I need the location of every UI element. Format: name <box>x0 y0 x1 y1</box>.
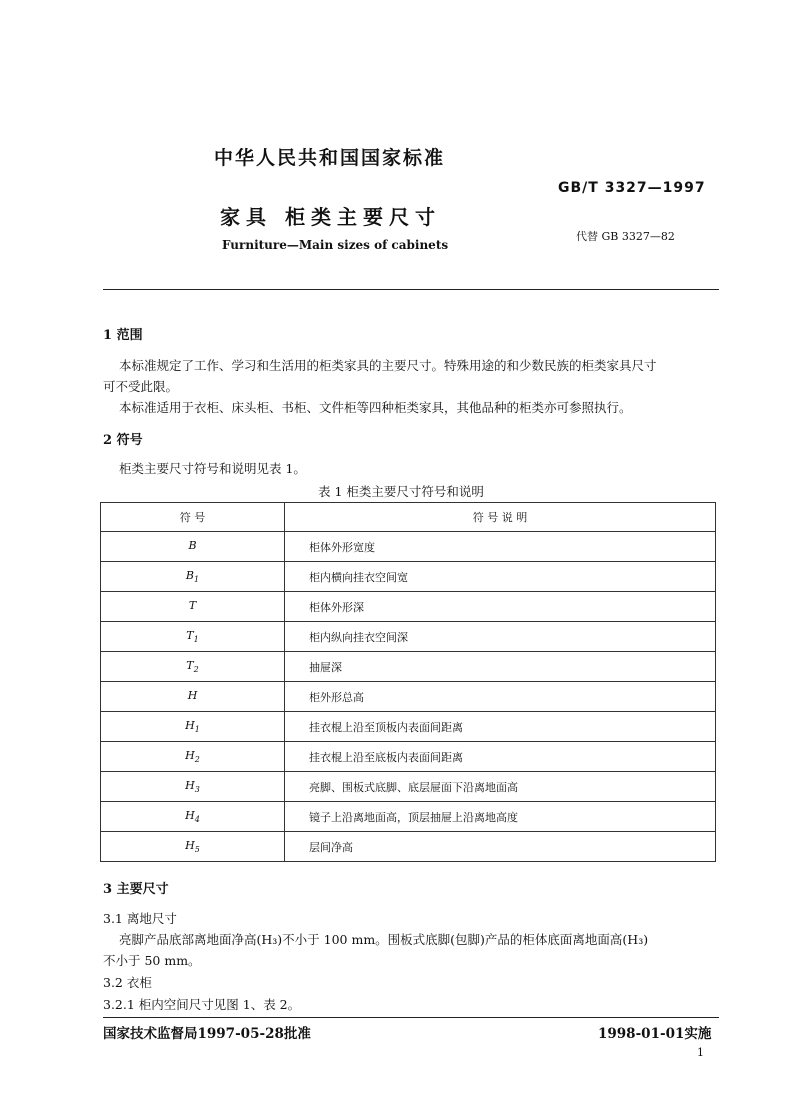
page-number: 1 <box>697 1046 704 1059</box>
symbol-subscript: 1 <box>194 575 200 585</box>
description-cell: 亮脚、围板式底脚、底层屉面下沿离地面高 <box>285 772 716 802</box>
table-header-row <box>101 503 716 532</box>
description-cell: 柜体外形深 <box>285 592 716 622</box>
symbol-letter: H <box>185 778 195 792</box>
symbol-subscript: 2 <box>194 755 200 765</box>
header-description: 符 号 说 明 <box>285 503 716 532</box>
section-3-1-line-2: 不小于 50 mm。 <box>103 953 201 968</box>
section-3-1-line-1: 亮脚产品底部离地面净高(H₃)不小于 100 mm。围板式底脚(包脚)产品的柜体底面离地面高(H₃) <box>119 932 649 947</box>
table-row <box>101 592 716 622</box>
symbol-letter: B <box>188 538 197 552</box>
section-3-2-1-heading: 3.2.1 柜内空间尺寸见图 1、表 2。 <box>103 997 301 1012</box>
symbol-cell <box>101 712 285 742</box>
symbols-table <box>100 502 716 862</box>
symbol-letter: B <box>185 568 194 582</box>
symbol-cell <box>101 682 285 712</box>
symbol-subscript: 4 <box>194 815 200 825</box>
table-row <box>101 802 716 832</box>
replaces-note: 代替 GB 3327—82 <box>576 230 675 243</box>
section-1-para-1-line-1: 本标准规定了工作、学习和生活用的柜类家具的主要尺寸。特殊用途的和少数民族的柜类家具尺寸 <box>119 358 657 373</box>
approval-date: 国家技术监督局1997-05-28批准 <box>103 1026 311 1042</box>
symbol-subscript: 2 <box>193 665 199 675</box>
symbol-letter: H <box>185 748 195 762</box>
symbol-cell <box>101 772 285 802</box>
description-cell: 层间净高 <box>285 832 716 862</box>
symbol-letter: H <box>187 688 198 702</box>
description-cell: 镜子上沿离地面高，顶层抽屉上沿离地高度 <box>285 802 716 832</box>
symbol-subscript: 3 <box>194 785 200 795</box>
english-title: Furniture—Main sizes of cabinets <box>222 238 449 252</box>
table-row <box>101 562 716 592</box>
section-1-para-1-line-2: 可不受此限。 <box>103 379 179 394</box>
symbol-letter: T <box>186 628 194 642</box>
section-1-heading: 1 范围 <box>103 328 143 343</box>
table-caption: 表 1 柜类主要尺寸符号和说明 <box>318 484 484 499</box>
symbol-letter: H <box>185 808 195 822</box>
symbol-letter: H <box>185 718 195 732</box>
table-row <box>101 532 716 562</box>
symbol-letter: T <box>186 658 194 672</box>
symbol-cell <box>101 742 285 772</box>
description-cell: 柜内横向挂衣空间宽 <box>285 562 716 592</box>
symbol-cell <box>101 562 285 592</box>
section-3-heading: 3 主要尺寸 <box>103 882 169 897</box>
header-symbol: 符 号 <box>101 503 285 532</box>
description-cell: 柜体外形宽度 <box>285 532 716 562</box>
header-rule <box>103 289 719 290</box>
description-cell: 挂衣棍上沿至底板内表面间距离 <box>285 742 716 772</box>
issuing-body: 中华人民共和国国家标准 <box>214 147 446 169</box>
description-cell: 抽屉深 <box>285 652 716 682</box>
symbol-cell <box>101 622 285 652</box>
section-3-1-heading: 3.1 离地尺寸 <box>103 911 177 926</box>
section-2-intro: 柜类主要尺寸符号和说明见表 1。 <box>119 461 306 476</box>
symbol-cell <box>101 802 285 832</box>
symbol-cell <box>101 652 285 682</box>
symbol-subscript: 5 <box>194 845 200 855</box>
standard-code: GB/T 3327—1997 <box>558 180 706 196</box>
section-2-heading: 2 符号 <box>103 433 143 448</box>
symbol-cell <box>101 592 285 622</box>
table-row <box>101 742 716 772</box>
table-row <box>101 712 716 742</box>
description-cell: 挂衣棍上沿至顶板内表面间距离 <box>285 712 716 742</box>
section-3-2-heading: 3.2 衣柜 <box>103 975 152 990</box>
table-row <box>101 832 716 862</box>
symbol-cell <box>101 832 285 862</box>
symbol-cell <box>101 532 285 562</box>
symbol-subscript: 1 <box>193 635 199 645</box>
effective-date: 1998-01-01实施 <box>598 1026 712 1042</box>
section-1-para-2: 本标准适用于衣柜、床头柜、书柜、文件柜等四种柜类家具，其他品种的柜类亦可参照执行。 <box>119 400 632 415</box>
standard-title: 家具 柜类主要尺寸 <box>220 205 441 229</box>
table-row <box>101 622 716 652</box>
description-cell: 柜内纵向挂衣空间深 <box>285 622 716 652</box>
table-row <box>101 682 716 712</box>
footer-rule <box>103 1017 719 1018</box>
symbol-letter: H <box>185 838 195 852</box>
symbol-subscript: 1 <box>194 725 200 735</box>
table-row <box>101 652 716 682</box>
description-cell: 柜外形总高 <box>285 682 716 712</box>
symbol-letter: T <box>188 598 197 612</box>
table-row <box>101 772 716 802</box>
